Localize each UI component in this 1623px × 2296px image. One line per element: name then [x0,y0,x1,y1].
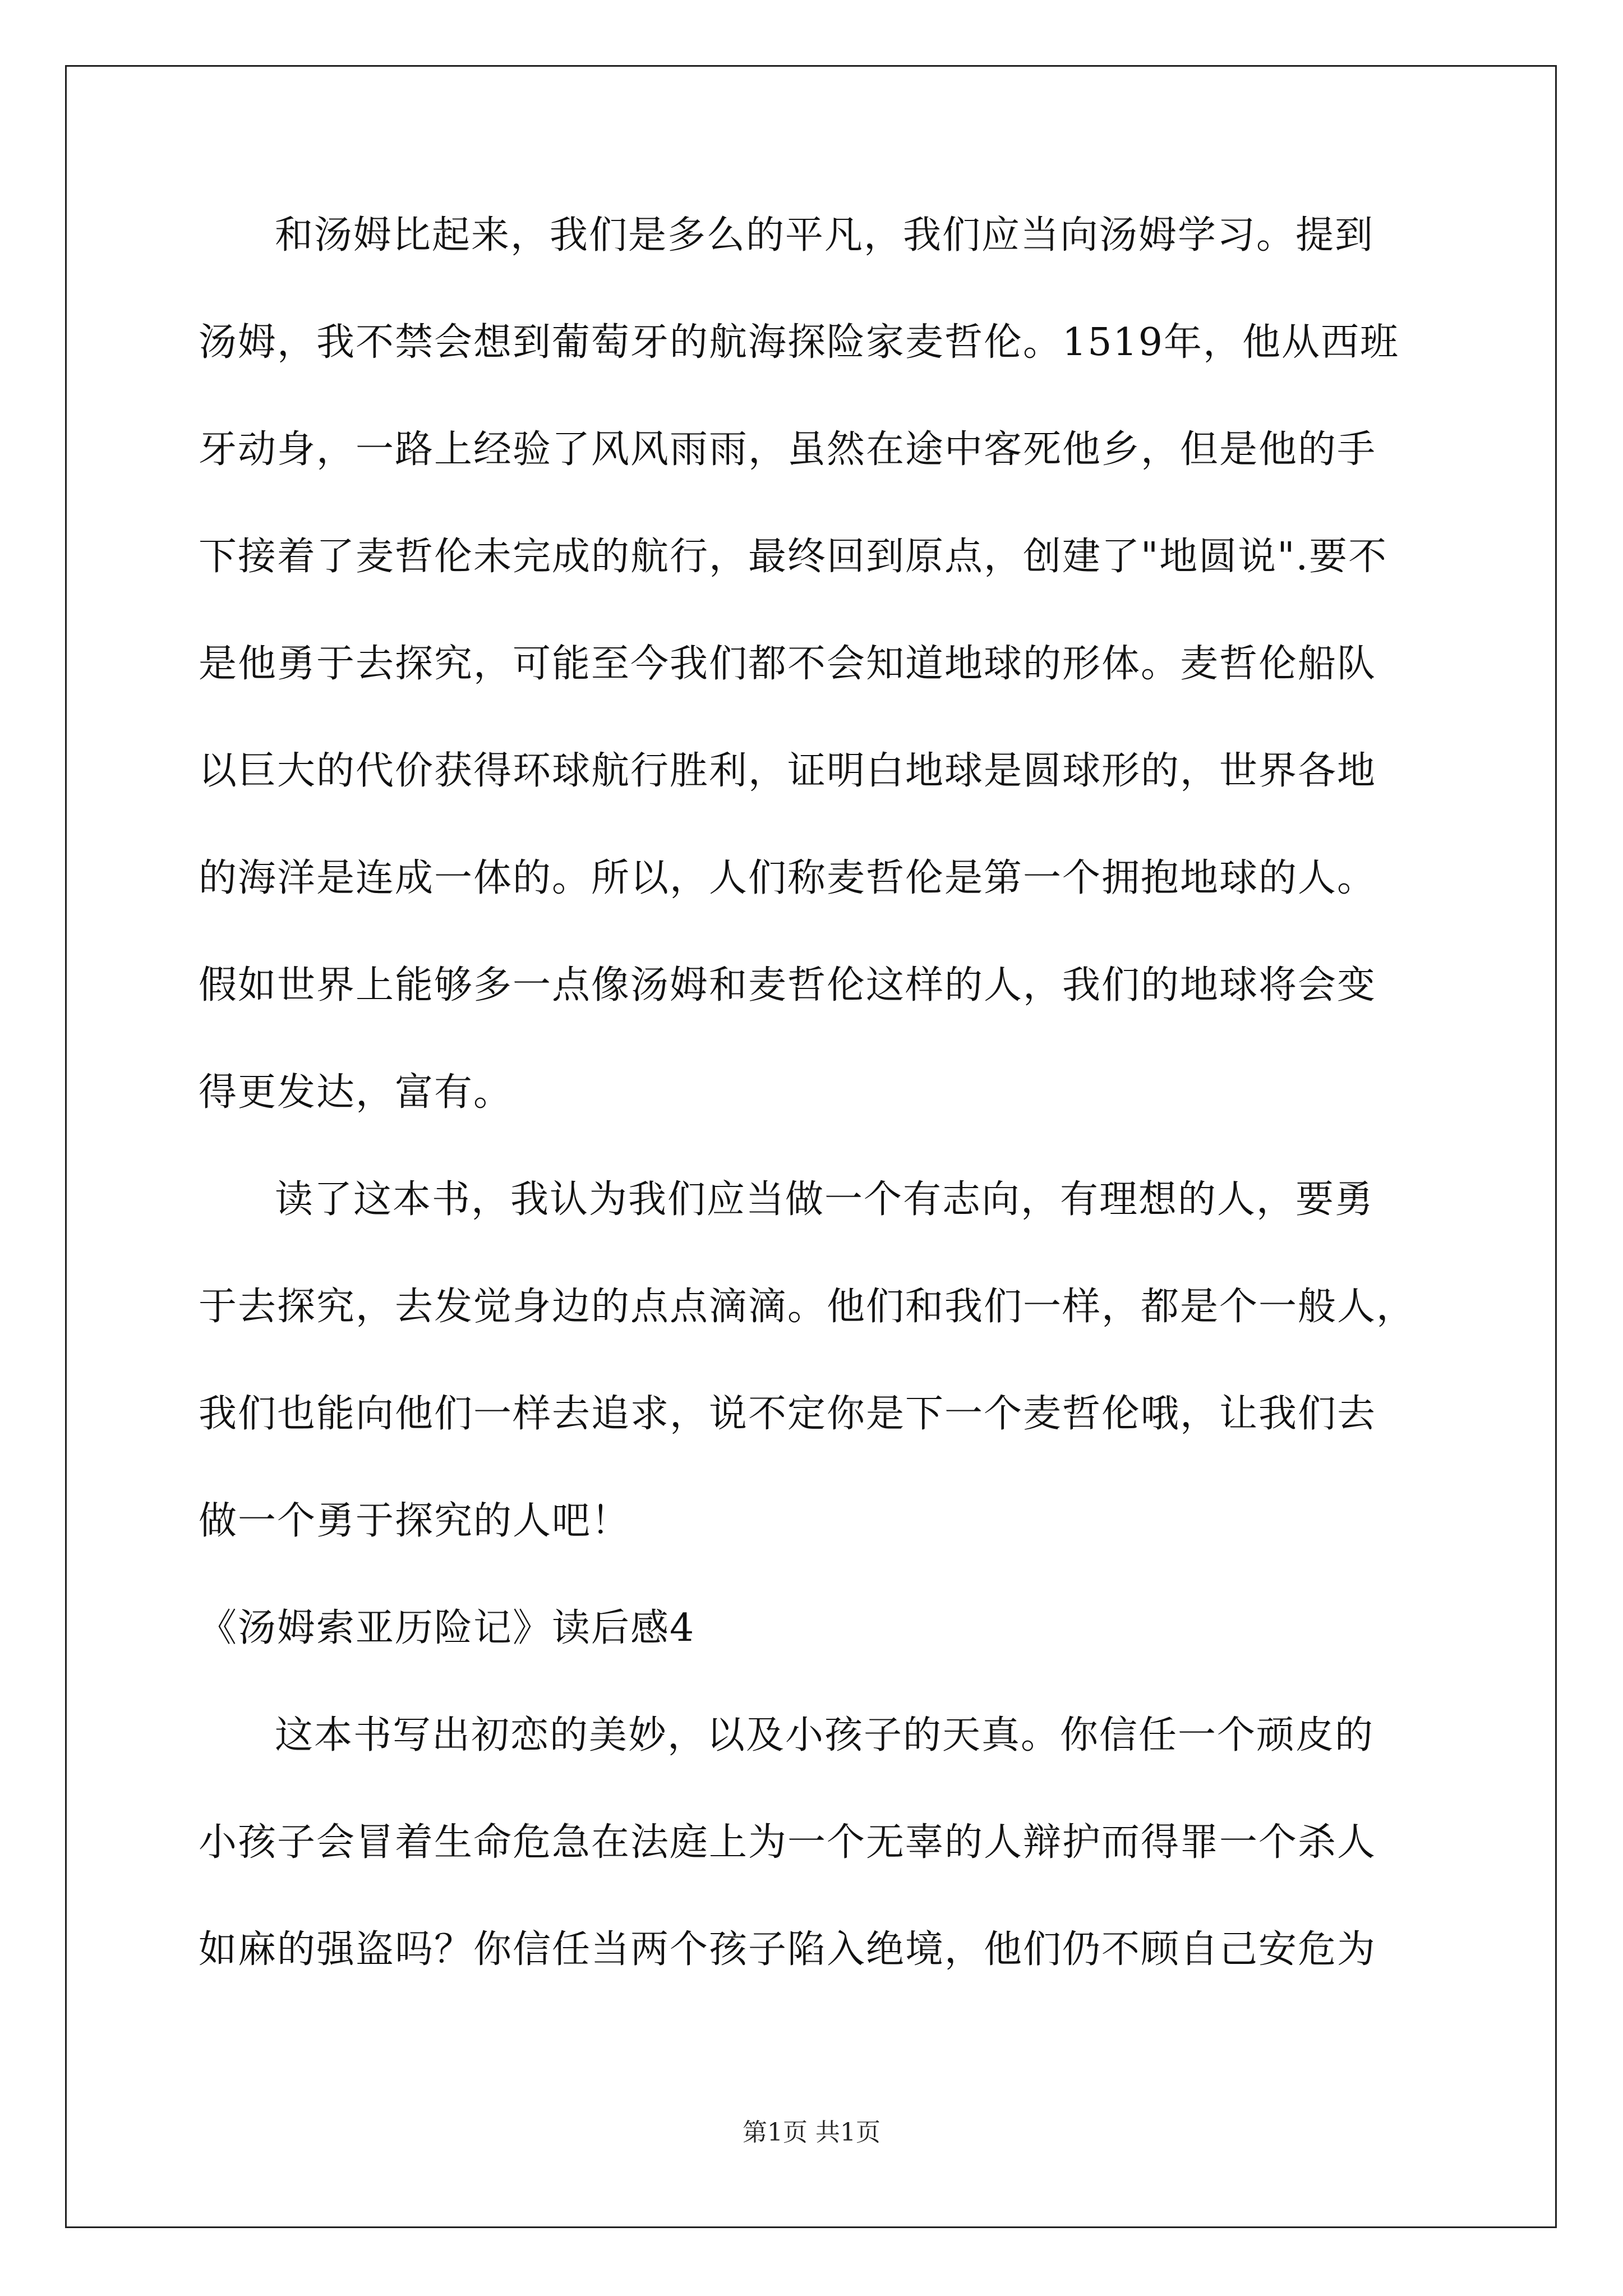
paragraph-line: 汤姆，我不禁会想到葡萄牙的航海探险家麦哲伦。1519年，他从西班 [199,320,1400,365]
paragraph-line: 做一个勇于探究的人吧！ [199,1499,631,1543]
paragraph-line: 以巨大的代价获得环球航行胜利，证明白地球是圆球形的，世界各地 [199,749,1377,793]
paragraph-line: 小孩子会冒着生命危急在法庭上为一个无辜的人辩护而得罪一个杀人 [199,1820,1377,1865]
paragraph-line: 的海洋是连成一体的。所以，人们称麦哲伦是第一个拥抱地球的人。 [199,856,1377,900]
paragraph-line: 这本书写出初恋的美妙，以及小孩子的天真。你信任一个顽皮的 [275,1713,1375,1757]
paragraph-line: 于去探究，去发觉身边的点点滴滴。他们和我们一样，都是个一般人， [199,1285,1416,1329]
paragraph-line: 牙动身，一路上经验了风风雨雨，虽然在途中客死他乡，但是他的手 [199,427,1377,472]
section-heading: 《汤姆索亚历险记》读后感4 [199,1606,695,1650]
paragraph-line: 如麻的强盗吗？你信任当两个孩子陷入绝境，他们仍不顾自己安危为 [199,1927,1377,1972]
document-body [199,209,1424,2030]
paragraph-line: 假如世界上能够多一点像汤姆和麦哲伦这样的人，我们的地球将会变 [199,963,1377,1007]
paragraph-line: 是他勇于去探究，可能至今我们都不会知道地球的形体。麦哲伦船队 [199,642,1377,686]
page-number-footer: 第1页 共1页 [743,2118,880,2147]
paragraph-line: 读了这本书，我认为我们应当做一个有志向，有理想的人，要勇 [275,1177,1375,1222]
paragraph-line: 我们也能向他们一样去追求，说不定你是下一个麦哲伦哦，让我们去 [199,1392,1377,1436]
paragraph-line: 和汤姆比起来，我们是多么的平凡，我们应当向汤姆学习。提到 [275,213,1375,257]
paragraph-line: 下接着了麦哲伦未完成的航行，最终回到原点，创建了"地圆说".要不 [199,535,1388,579]
paragraph-line: 得更发达，富有。 [199,1070,513,1115]
